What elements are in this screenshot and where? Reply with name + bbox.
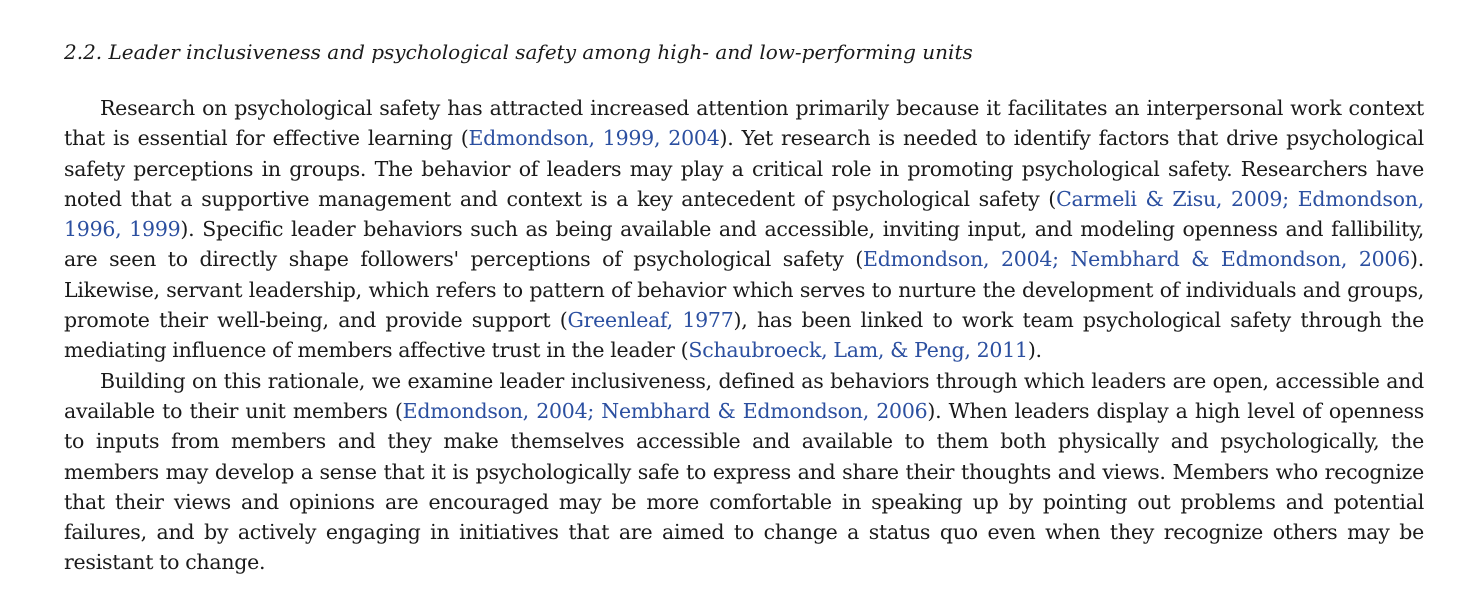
paragraph-text: Building on this rationale, we examine leader inclusiveness, defined as behaviors through which leaders are open, accessible and available to their unit members ( [64,368,1424,423]
citation-link[interactable]: Carmeli & Zisu, 2009; Edmondson, 1996, 1999 [64,186,1424,242]
citation-link[interactable]: Edmondson, 1999, 2004 [468,126,720,151]
section-heading: 2.2. Leader inclusiveness and psychological safety among high- and low-performing units [64,40,973,64]
citation-link[interactable]: Edmondson, 2004; Nembhard & Edmondson, 2006 [863,247,1410,272]
section-body [64,93,1424,578]
citation-link[interactable]: Greenleaf, 1977 [567,308,734,333]
paragraph-text: ), has been linked to work team psychological safety through the mediating influence of members affective trust in the leader ( [64,308,1424,363]
paragraph-text: ). Specific leader behaviors such as being available and accessible, inviting input, and modeling openness and fallibility, are seen to directly shape followers' perceptions of psychological safety ( [64,217,1424,272]
paragraph-text: ). Yet research is needed to identify factors that drive psychological safety perceptions in groups. The behavior of leaders may play a critical role in promoting psychological safety. Researchers have noted that a supportive management and context is a key antecedent of psychological safety ( [64,126,1424,211]
body-paragraph [64,366,1424,578]
paragraph-text: ). When leaders display a high level of openness to inputs from members and they make themselves accessible and available to them both physically and psychologically, the members may develop a sense that it is psychologically safe to express and share their thoughts and views. Members who recognize that their views and opinions are encouraged may be more comfortable in speaking up by pointing out problems and potential failures, and by actively engaging in initiatives that are aimed to change a status quo even when they recognize others may be resistant to change. [64,398,1424,575]
body-paragraph [64,93,1424,366]
article-section [64,36,1424,578]
paragraph-text: ). Likewise, servant leadership, which refers to pattern of behavior which serves to nurture the development of individuals and groups, promote their well-being, and provide support ( [64,247,1425,333]
citation-link[interactable]: Edmondson, 2004; Nembhard & Edmondson, 2006 [402,398,928,423]
citation-link[interactable]: Schaubroeck, Lam, & Peng, 2011 [688,338,1028,363]
paragraph-text: ). [1027,338,1042,363]
paragraph-text: Research on psychological safety has attracted increased attention primarily because it facilitates an interpersonal work context that is essential for effective learning ( [64,96,1424,151]
